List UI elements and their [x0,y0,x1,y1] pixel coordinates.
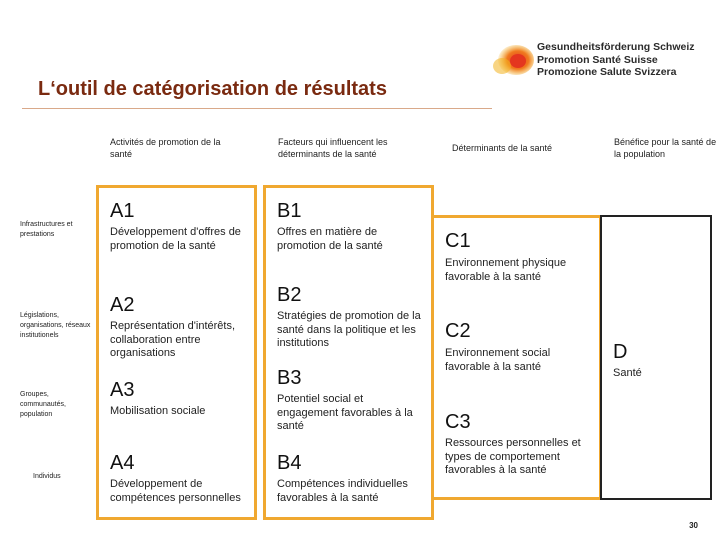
row-label-infrastructures: Infrastructures et prestations [20,221,73,238]
item-b2 [277,284,427,351]
item-a3-text: Mobilisation sociale [110,405,206,417]
logo-line-2: Promotion Santé Suisse [537,53,658,66]
logo-text [537,41,695,79]
item-c1-code: C1 [445,230,471,252]
page-number: 30 [689,521,698,530]
item-a3 [110,379,250,419]
logo-line-3: Promozione Salute Svizzera [537,66,677,78]
title-underline [22,108,492,109]
page-title: L‘outil de catégorisation de résultats [38,78,387,100]
item-a4 [110,452,250,505]
item-b3 [277,367,427,434]
item-b3-code: B3 [277,367,302,389]
item-d-text: Santé [613,367,642,379]
row-label-individus: Individus [33,473,61,480]
item-c2-code: C2 [445,320,471,342]
item-b4-code: B4 [277,452,302,474]
item-c3 [445,411,597,478]
column-header-determinants: Déterminants de la santé [452,143,553,153]
item-a4-text: Développement de compétences personnelles [110,478,241,504]
item-a3-code: A3 [110,379,135,401]
item-c3-text: Ressources personnelles et types de comportement favorables à la santé [445,437,581,476]
item-a2 [110,294,255,361]
item-c1-text: Environnement physique favorable à la santé [445,257,567,283]
item-b2-code: B2 [277,284,302,306]
item-a2-text: Représentation d'intérêts, collaboration entre organisations [110,320,236,359]
column-header-benefit: Bénéfice pour la santé de la population [614,137,717,159]
item-a2-code: A2 [110,294,135,316]
item-b1 [277,200,422,253]
item-c1 [445,230,595,284]
item-d [613,341,703,381]
row-label-groupes: Groupes, communautés, population [20,391,66,418]
item-b4 [277,452,427,505]
item-a4-code: A4 [110,452,135,474]
item-a1-code: A1 [110,200,135,222]
column-header-factors: Facteurs qui influencent les déterminants de la santé [278,137,388,159]
item-b4-text: Compétences individuelles favorables à la santé [277,478,408,504]
logo-flame-icon [490,40,536,80]
item-c2-text: Environnement social favorable à la santé [445,347,551,373]
item-b2-text: Stratégies de promotion de la santé dans la politique et les institutions [277,310,421,349]
item-c3-code: C3 [445,411,471,433]
item-d-code: D [613,341,628,363]
item-b1-code: B1 [277,200,302,222]
item-a1 [110,200,250,253]
item-b3-text: Potentiel social et engagement favorables à la santé [277,393,413,432]
row-label-legislations: Législations, organisations, réseaux institutionels [20,312,91,339]
column-header-activities: Activités de promotion de la santé [110,137,221,159]
logo-line-1: Gesundheitsförderung Schweiz [537,41,695,53]
item-a1-text: Développement d'offres de promotion de la santé [110,226,241,252]
item-c2 [445,320,595,374]
item-b1-text: Offres en matière de promotion de la santé [277,226,383,252]
